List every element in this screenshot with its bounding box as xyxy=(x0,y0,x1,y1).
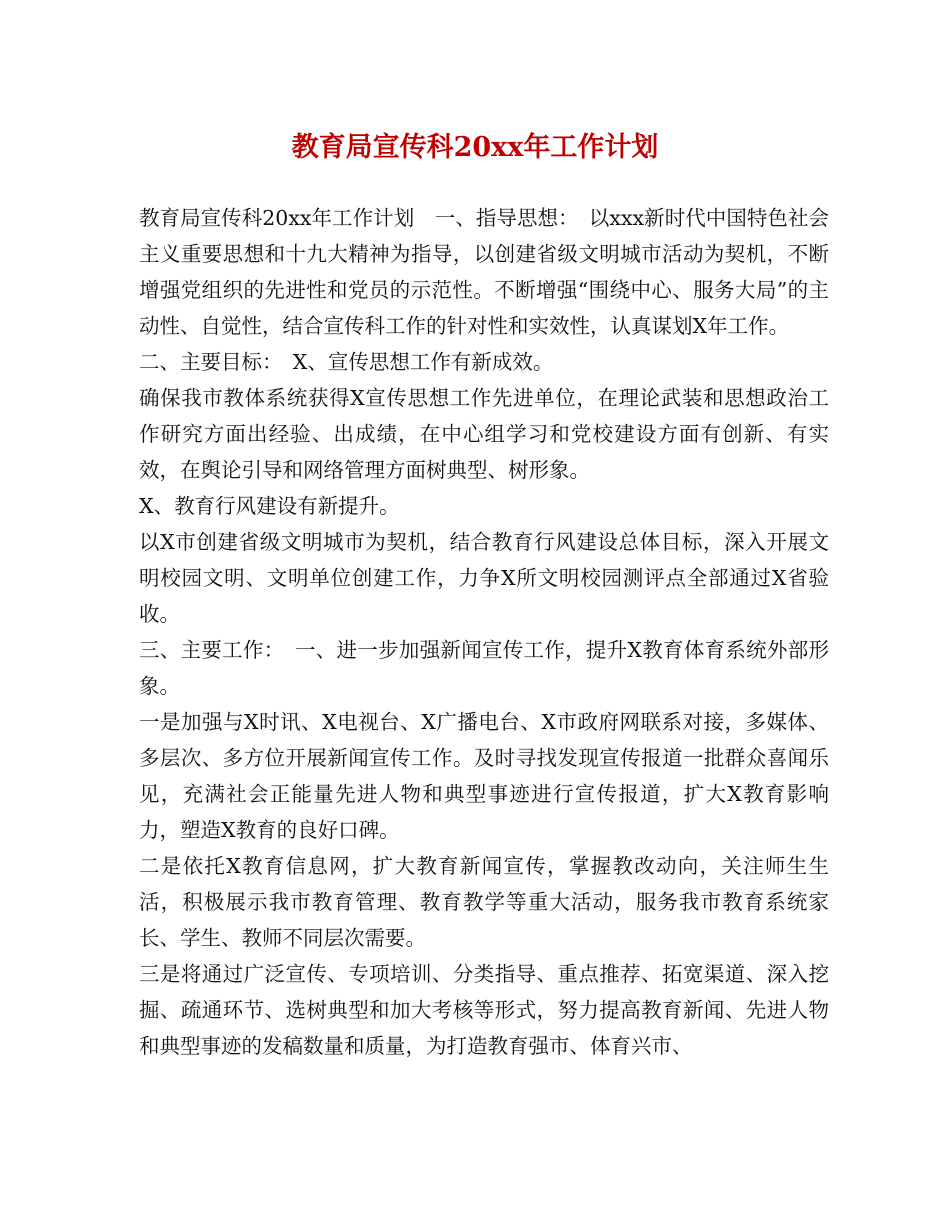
paragraph-training-forms: 三是将通过广泛宣传、专项培训、分类指导、重点推荐、拓宽渠道、深入挖掘、疏通环节、选树典型和加大考核等形式，努力提高教育新闻、先进人物和典型事迹的发稿数量和质量，为打造教育强市、体育兴市、 xyxy=(139,962,829,1058)
paragraph-civilized-city: 以X市创建省级文明城市为契机，结合教育行风建设总体目标，深入开展文明校园文明、文明单位创建工作，力争X所文明校园测评点全部通过X省验收。 xyxy=(139,530,829,626)
paragraph-propaganda-goal: 确保我市教体系统获得X宣传思想工作先进单位，在理论武装和思想政治工作研究方面出经验、出成绩，在中心组学习和党校建设方面有创新、有实效，在舆论引导和网络管理方面树典型、树形象。 xyxy=(139,386,829,482)
paragraph-media-cooperation: 一是加强与X时讯、X电视台、X广播电台、X市政府网联系对接，多媒体、多层次、多方位开展新闻宣传工作。及时寻找发现宣传报道一批群众喜闻乐见，充满社会正能量先进人物和典型事迹进行宣传报道，扩大X教育影响力，塑造X教育的良好口碑。 xyxy=(139,710,829,842)
paragraph-info-network: 二是依托X教育信息网，扩大教育新闻宣传，掌握教改动向，关注师生生活，积极展示我市教育管理、教育教学等重大活动，服务我市教育系统家长、学生、教师不同层次需要。 xyxy=(139,854,829,950)
paragraph-guiding-ideology: 教育局宣传科20xx年工作计划 一、指导思想： 以xxx新时代中国特色社会主义重要思想和十九大精神为指导，以创建省级文明城市活动为契机，不断增强党组织的先进性和党员的示范性。不断增强“围绕中心、服务大局”的主动性、自觉性，结合宣传科工作的针对性和实效性，认真谋划X年工作。 xyxy=(139,206,829,338)
paragraph-conduct-heading: X、教育行风建设有新提升。 xyxy=(139,494,400,518)
paragraph-main-work: 三、主要工作： 一、进一步加强新闻宣传工作，提升X教育体育系统外部形象。 xyxy=(139,638,829,698)
paragraph-main-goals: 二、主要目标： X、宣传思想工作有新成效。 xyxy=(139,350,554,374)
document-title: 教育局宣传科20xx年工作计划 xyxy=(291,132,659,163)
document-body xyxy=(139,200,829,1064)
